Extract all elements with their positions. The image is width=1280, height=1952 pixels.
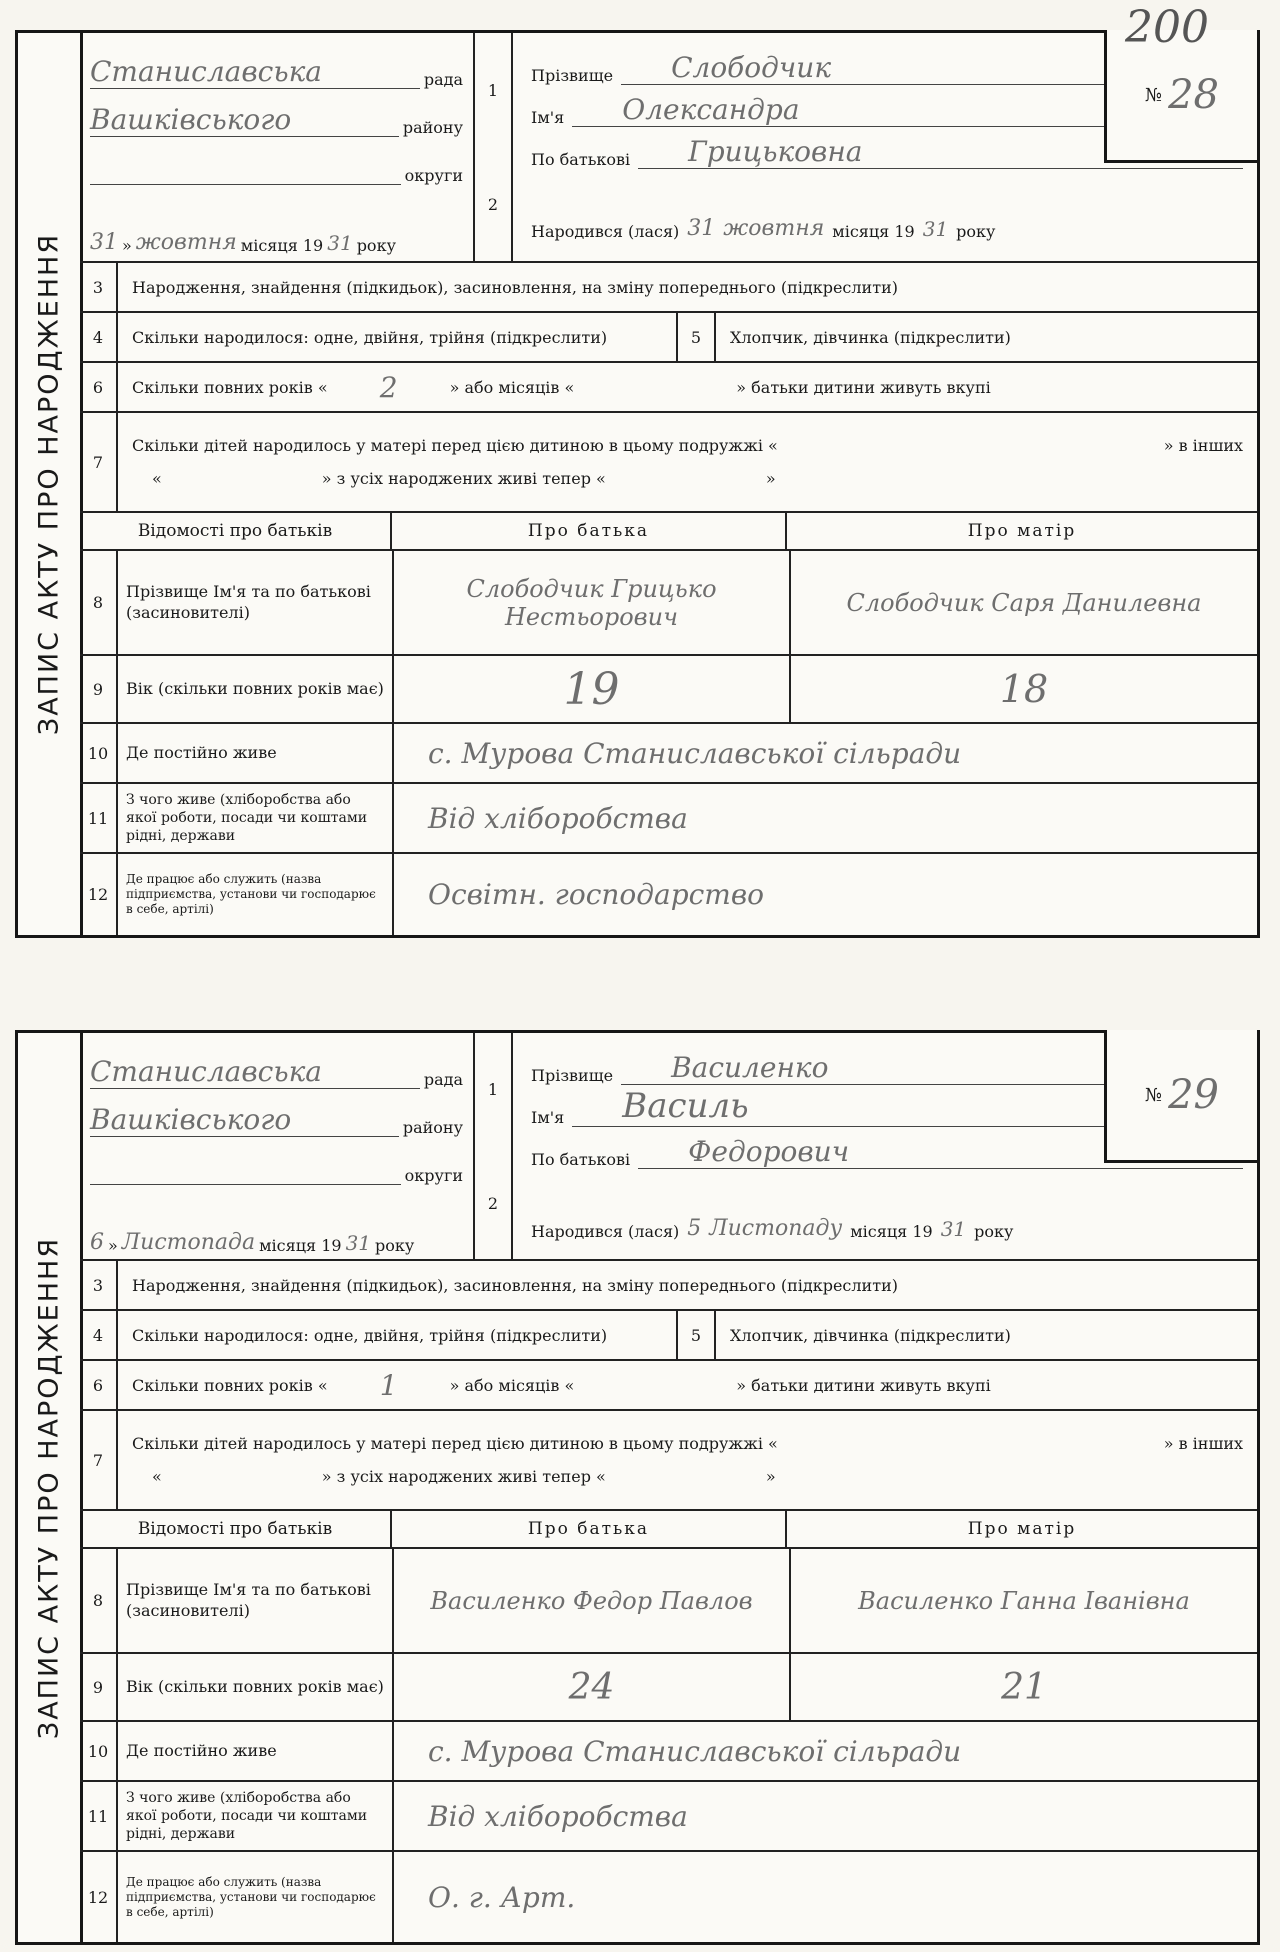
row-6	[80, 1361, 1257, 1411]
row-8	[80, 1549, 1257, 1654]
misiatsia-label: місяця 19	[240, 236, 324, 255]
mother-head: Про матір	[967, 521, 1077, 541]
rada-label: рада	[423, 70, 463, 89]
side-title-strip	[18, 33, 83, 935]
registry-office	[80, 33, 475, 261]
row-number: 12	[80, 1852, 118, 1942]
row-number-1-2	[475, 33, 513, 261]
row-7-label-b: » в інших	[1163, 436, 1243, 455]
child-patronymic: Федорович	[688, 1135, 850, 1168]
work: О. г. Арт.	[428, 1880, 576, 1914]
row-4-5	[80, 313, 1257, 363]
roku-label: року	[974, 1222, 1014, 1241]
row-4-text: Скільки народилося: одне, двійня, трійня (підкреслити)	[118, 313, 678, 361]
row-9	[80, 656, 1257, 724]
row-6-label-a: Скільки повних років «	[132, 377, 328, 397]
row-number: 10	[80, 724, 118, 782]
record-number-box	[1104, 1030, 1260, 1163]
row-7-label-c: «	[152, 1467, 162, 1486]
row-number: 2	[487, 1193, 499, 1213]
registry-office	[80, 1033, 475, 1259]
row-6-content	[118, 1361, 1257, 1409]
father-name: Василенко Федор Павлов	[430, 1586, 753, 1615]
surname-label: Прізвище	[531, 66, 614, 85]
mother-age: 21	[1001, 1666, 1047, 1708]
record-number: 29	[1168, 1072, 1219, 1118]
surname-label: Прізвище	[531, 1066, 614, 1085]
row-number: 12	[80, 854, 118, 935]
rada-value: Станиславська	[90, 1055, 322, 1088]
row-6-label-b: » або місяців «	[449, 1375, 575, 1395]
mother-age: 18	[999, 667, 1049, 711]
row-number: 9	[80, 656, 118, 722]
child-patronymic: Грицьковна	[688, 135, 863, 168]
born-label: Народився (лася)	[531, 222, 680, 241]
reg-day: 31	[90, 230, 118, 255]
born-label: Народився (лася)	[531, 1222, 680, 1241]
row-4-5	[80, 1311, 1257, 1361]
row-10-label: Де постійно живе	[126, 1740, 277, 1760]
row-3	[80, 1261, 1257, 1311]
okruha-label: округи	[404, 1166, 463, 1185]
livelihood: Від хліборобства	[428, 801, 688, 835]
birth-month: Листопаду	[709, 1216, 843, 1241]
side-title: ЗАПИС АКТУ ПРО НАРОДЖЕННЯ	[33, 1236, 65, 1739]
mother-name: Слободчик Саря Данилевна	[846, 588, 1202, 617]
number-label: №	[1145, 84, 1163, 106]
row-9-label: Вік (скільки повних років має)	[126, 1676, 384, 1696]
roku-label: року	[356, 236, 396, 255]
residence: с. Мурова Станиславської сільради	[428, 1734, 962, 1768]
row-number: 11	[80, 784, 118, 852]
row-3-text: Народження, знайдення (підкидьок), засиновлення, на зміну попереднього (підкреслити)	[132, 1275, 898, 1295]
misiatsia-label: місяця 19	[832, 222, 915, 241]
parents-header	[80, 513, 1257, 551]
row-12	[80, 1852, 1257, 1942]
record-number: 28	[1168, 72, 1219, 118]
row-number: 2	[487, 194, 499, 214]
row-11	[80, 784, 1257, 854]
row-number: 5	[678, 313, 716, 361]
row-4-text: Скільки народилося: одне, двійня, трійня (підкреслити)	[118, 1311, 678, 1359]
okruha-label: округи	[404, 166, 463, 185]
child-surname: Василенко	[671, 1051, 829, 1084]
row-7-label-d: » з усіх народжених живі тепер «	[321, 469, 606, 488]
name-label: Ім'я	[531, 1108, 565, 1127]
child-surname: Слободчик	[671, 51, 832, 84]
years-together: 2	[379, 370, 398, 404]
row-number: 5	[678, 1311, 716, 1359]
child-info	[513, 1033, 1257, 1259]
row-number: 6	[80, 363, 118, 411]
row-9	[80, 1654, 1257, 1722]
child-name: Олександра	[622, 93, 800, 126]
row-3-text: Народження, знайдення (підкидьок), засиновлення, на зміну попереднього (підкреслити)	[132, 277, 898, 297]
row-7	[80, 413, 1257, 513]
row-7-label-e: »	[765, 469, 776, 488]
raion-value: Вашківського	[90, 103, 292, 136]
parents-head-label: Відомості про батьків	[80, 1511, 392, 1547]
row-number: 1	[487, 1079, 499, 1099]
row-11	[80, 1782, 1257, 1852]
row-12-label: Де працює або служить (назва підприємства, установи чи господарює в себе, артілі)	[126, 1874, 376, 1919]
row-10	[80, 1722, 1257, 1782]
row-7-content	[118, 1411, 1257, 1509]
form-grid	[80, 33, 1257, 935]
row-7-label-a: Скільки дітей народилось у матері перед цією дитиною в цьому подружжі «	[132, 436, 778, 455]
name-label: Ім'я	[531, 108, 565, 127]
livelihood: Від хліборобства	[428, 1799, 688, 1833]
birth-record-form-1	[15, 30, 1260, 938]
father-age: 19	[563, 663, 620, 715]
row-number: 3	[80, 263, 118, 311]
patronymic-label: По батькові	[531, 1150, 631, 1169]
mother-name: Василенко Ганна Іванівна	[858, 1586, 1190, 1615]
row-number: 9	[80, 1654, 118, 1720]
row-3	[80, 263, 1257, 313]
row-7-label-d: » з усіх народжених живі тепер «	[321, 1467, 606, 1486]
raion-value: Вашківського	[90, 1103, 292, 1136]
corner-mark: 200	[1125, 2, 1209, 53]
row-11-label: З чого живе (хліборобства або якої роботи, посади чи коштами рідні, держави	[126, 1789, 368, 1843]
row-6-label-c: » батьки дитини живуть вкупі	[736, 1375, 991, 1395]
birth-month: жовтня	[723, 216, 825, 241]
roku-label: року	[375, 1236, 415, 1255]
father-name: Слободчик Грицько Нестьорович	[466, 574, 717, 631]
row-7-content	[118, 413, 1257, 511]
row-number: 6	[80, 1361, 118, 1409]
row-6	[80, 363, 1257, 413]
header-rows	[80, 33, 1257, 263]
reg-day: 6	[90, 1230, 104, 1255]
row-number: 7	[80, 413, 118, 511]
child-info	[513, 33, 1257, 261]
row-number: 8	[80, 1549, 118, 1652]
misiatsia-label: місяця 19	[850, 1222, 933, 1241]
reg-month: жовтня	[135, 230, 237, 255]
father-head: Про батька	[392, 1511, 787, 1547]
parents-header	[80, 1511, 1257, 1549]
header-rows	[80, 1033, 1257, 1261]
row-number: 4	[80, 313, 118, 361]
row-8-label: Прізвище Ім'я та по батькові (засиновителі)	[126, 1579, 371, 1620]
row-6-label-b: » або місяців «	[449, 377, 575, 397]
row-10-label: Де постійно живе	[126, 742, 277, 762]
row-8-label: Прізвище Ім'я та по батькові (засиновителі)	[126, 581, 371, 622]
birth-record-form-2	[15, 1030, 1260, 1945]
side-title: ЗАПИС АКТУ ПРО НАРОДЖЕННЯ	[33, 232, 65, 736]
raion-label: району	[402, 118, 463, 137]
row-9-label: Вік (скільки повних років має)	[126, 678, 384, 698]
birth-day: 31	[687, 216, 716, 241]
work: Освітн. господарство	[428, 878, 765, 911]
quote-mark: »	[122, 236, 132, 255]
residence: с. Мурова Станиславської сільради	[428, 736, 962, 770]
row-5-text: Хлопчик, дівчинка (підкреслити)	[730, 327, 1011, 347]
row-8	[80, 551, 1257, 656]
row-number: 10	[80, 1722, 118, 1780]
row-5-text: Хлопчик, дівчинка (підкреслити)	[730, 1325, 1011, 1345]
row-number: 8	[80, 551, 118, 654]
birth-year: 31	[940, 1217, 967, 1241]
reg-year: 31	[345, 1231, 372, 1255]
quote-mark: »	[108, 1236, 118, 1255]
row-12-label: Де працює або служить (назва підприємства, установи чи господарює в себе, артілі)	[126, 872, 376, 916]
roku-label: року	[956, 222, 996, 241]
reg-year: 31	[327, 231, 353, 255]
reg-month: Листопада	[121, 1230, 256, 1255]
row-7-label-a: Скільки дітей народилось у матері перед цією дитиною в цьому подружжі «	[132, 1434, 778, 1453]
rada-label: рада	[423, 1070, 463, 1089]
mother-head: Про матір	[967, 1519, 1077, 1539]
rada-value: Станиславська	[90, 55, 322, 88]
form-grid	[80, 1033, 1257, 1942]
row-12	[80, 854, 1257, 935]
birth-day: 5	[687, 1216, 702, 1241]
row-number-1-2	[475, 1033, 513, 1259]
child-name: Василь	[622, 1086, 749, 1126]
row-number: 3	[80, 1261, 118, 1309]
row-number: 7	[80, 1411, 118, 1509]
row-number: 1	[487, 80, 499, 100]
parents-head-label: Відомості про батьків	[80, 513, 392, 549]
years-together: 1	[379, 1368, 398, 1402]
row-7	[80, 1411, 1257, 1511]
side-title-strip	[18, 1033, 83, 1942]
misiatsia-label: місяця 19	[259, 1236, 342, 1255]
row-7-label-e: »	[765, 1467, 776, 1486]
row-6-content	[118, 363, 1257, 411]
patronymic-label: По батькові	[531, 150, 631, 169]
row-7-label-c: «	[152, 469, 162, 488]
row-number: 11	[80, 1782, 118, 1850]
raion-label: району	[402, 1118, 463, 1137]
row-6-label-c: » батьки дитини живуть вкупі	[736, 377, 991, 397]
birth-year: 31	[922, 217, 949, 241]
row-7-label-b: » в інших	[1163, 1434, 1243, 1453]
row-number: 4	[80, 1311, 118, 1359]
row-10	[80, 724, 1257, 784]
row-11-label: З чого живе (хліборобства або якої роботи, посади чи коштами рідні, держави	[126, 791, 368, 845]
father-head: Про батька	[392, 513, 787, 549]
number-label: №	[1145, 1084, 1163, 1106]
row-6-label-a: Скільки повних років «	[132, 1375, 328, 1395]
father-age: 24	[568, 1666, 615, 1708]
